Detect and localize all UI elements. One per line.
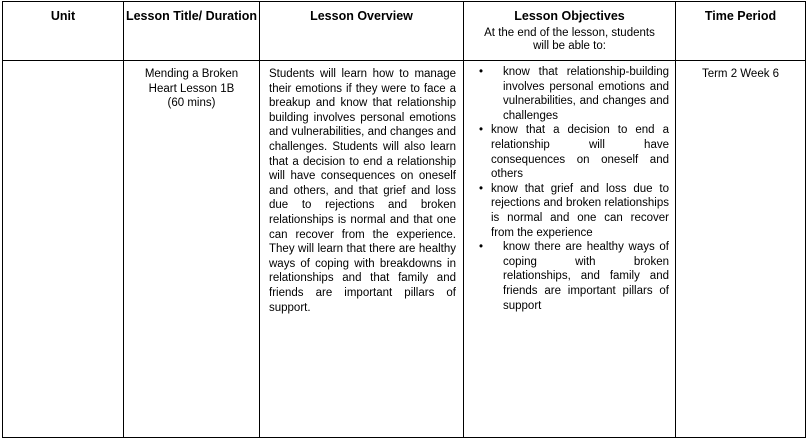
cell-time-period [676, 61, 806, 438]
cell-lesson-title [124, 61, 260, 438]
lesson-duration: (60 mins) [167, 97, 216, 110]
header-lesson-objectives-title: Lesson Objectives [514, 9, 625, 23]
list-item: • know that grief and loss due to rejections and broken relationships is normal and one can recover from the experience [479, 182, 669, 239]
list-item: • know that relationship-building involves personal emotions and vulnerabilities, and changes and challenges [479, 66, 669, 122]
bullet-icon: • [479, 241, 484, 254]
list-item: • know there are healthy ways of coping with broken relationships, and family and friends are important pillars of support [479, 241, 669, 312]
objectives-list [464, 61, 675, 313]
header-lesson-objectives [464, 2, 676, 61]
bullet-icon: • [479, 182, 484, 195]
lesson-plan-table [2, 1, 806, 438]
header-lesson-overview: Lesson Overview [260, 2, 464, 61]
lesson-title-line-2: Heart Lesson 1B [148, 82, 235, 95]
list-item: • know that a decision to end a relationship will have consequences on oneself and others [479, 124, 669, 181]
lesson-title-line-1: Mending a Broken [144, 68, 239, 80]
lesson-overview-text: Students will learn how to manage their emotions if they were to face a breakup and know that relationship building involves personal emotions and vulnerabilities, and changes and challenges. Students will also learn that a decision to end a relationship will have consequences on oneself and others, and that grief and loss due to rejections and broken relationships is normal and that one can recover from the experience. They will learn that there are healthy ways of coping with breakdowns in relationships and that family and friends are important pillars of support. [269, 68, 456, 314]
header-row [3, 2, 806, 61]
cell-lesson-objectives [464, 61, 676, 438]
header-lesson-objectives-subtitle: At the end of the lesson, students will be able to: [484, 27, 655, 52]
time-period-text: Term 2 Week 6 [701, 68, 780, 80]
cell-unit [3, 61, 124, 438]
table-row [3, 61, 806, 438]
header-time-period: Time Period [676, 2, 806, 61]
header-unit: Unit [3, 2, 124, 61]
bullet-icon: • [479, 66, 484, 78]
cell-lesson-overview [260, 61, 464, 438]
header-lesson-title: Lesson Title/ Duration [124, 2, 260, 61]
bullet-icon: • [479, 124, 484, 137]
